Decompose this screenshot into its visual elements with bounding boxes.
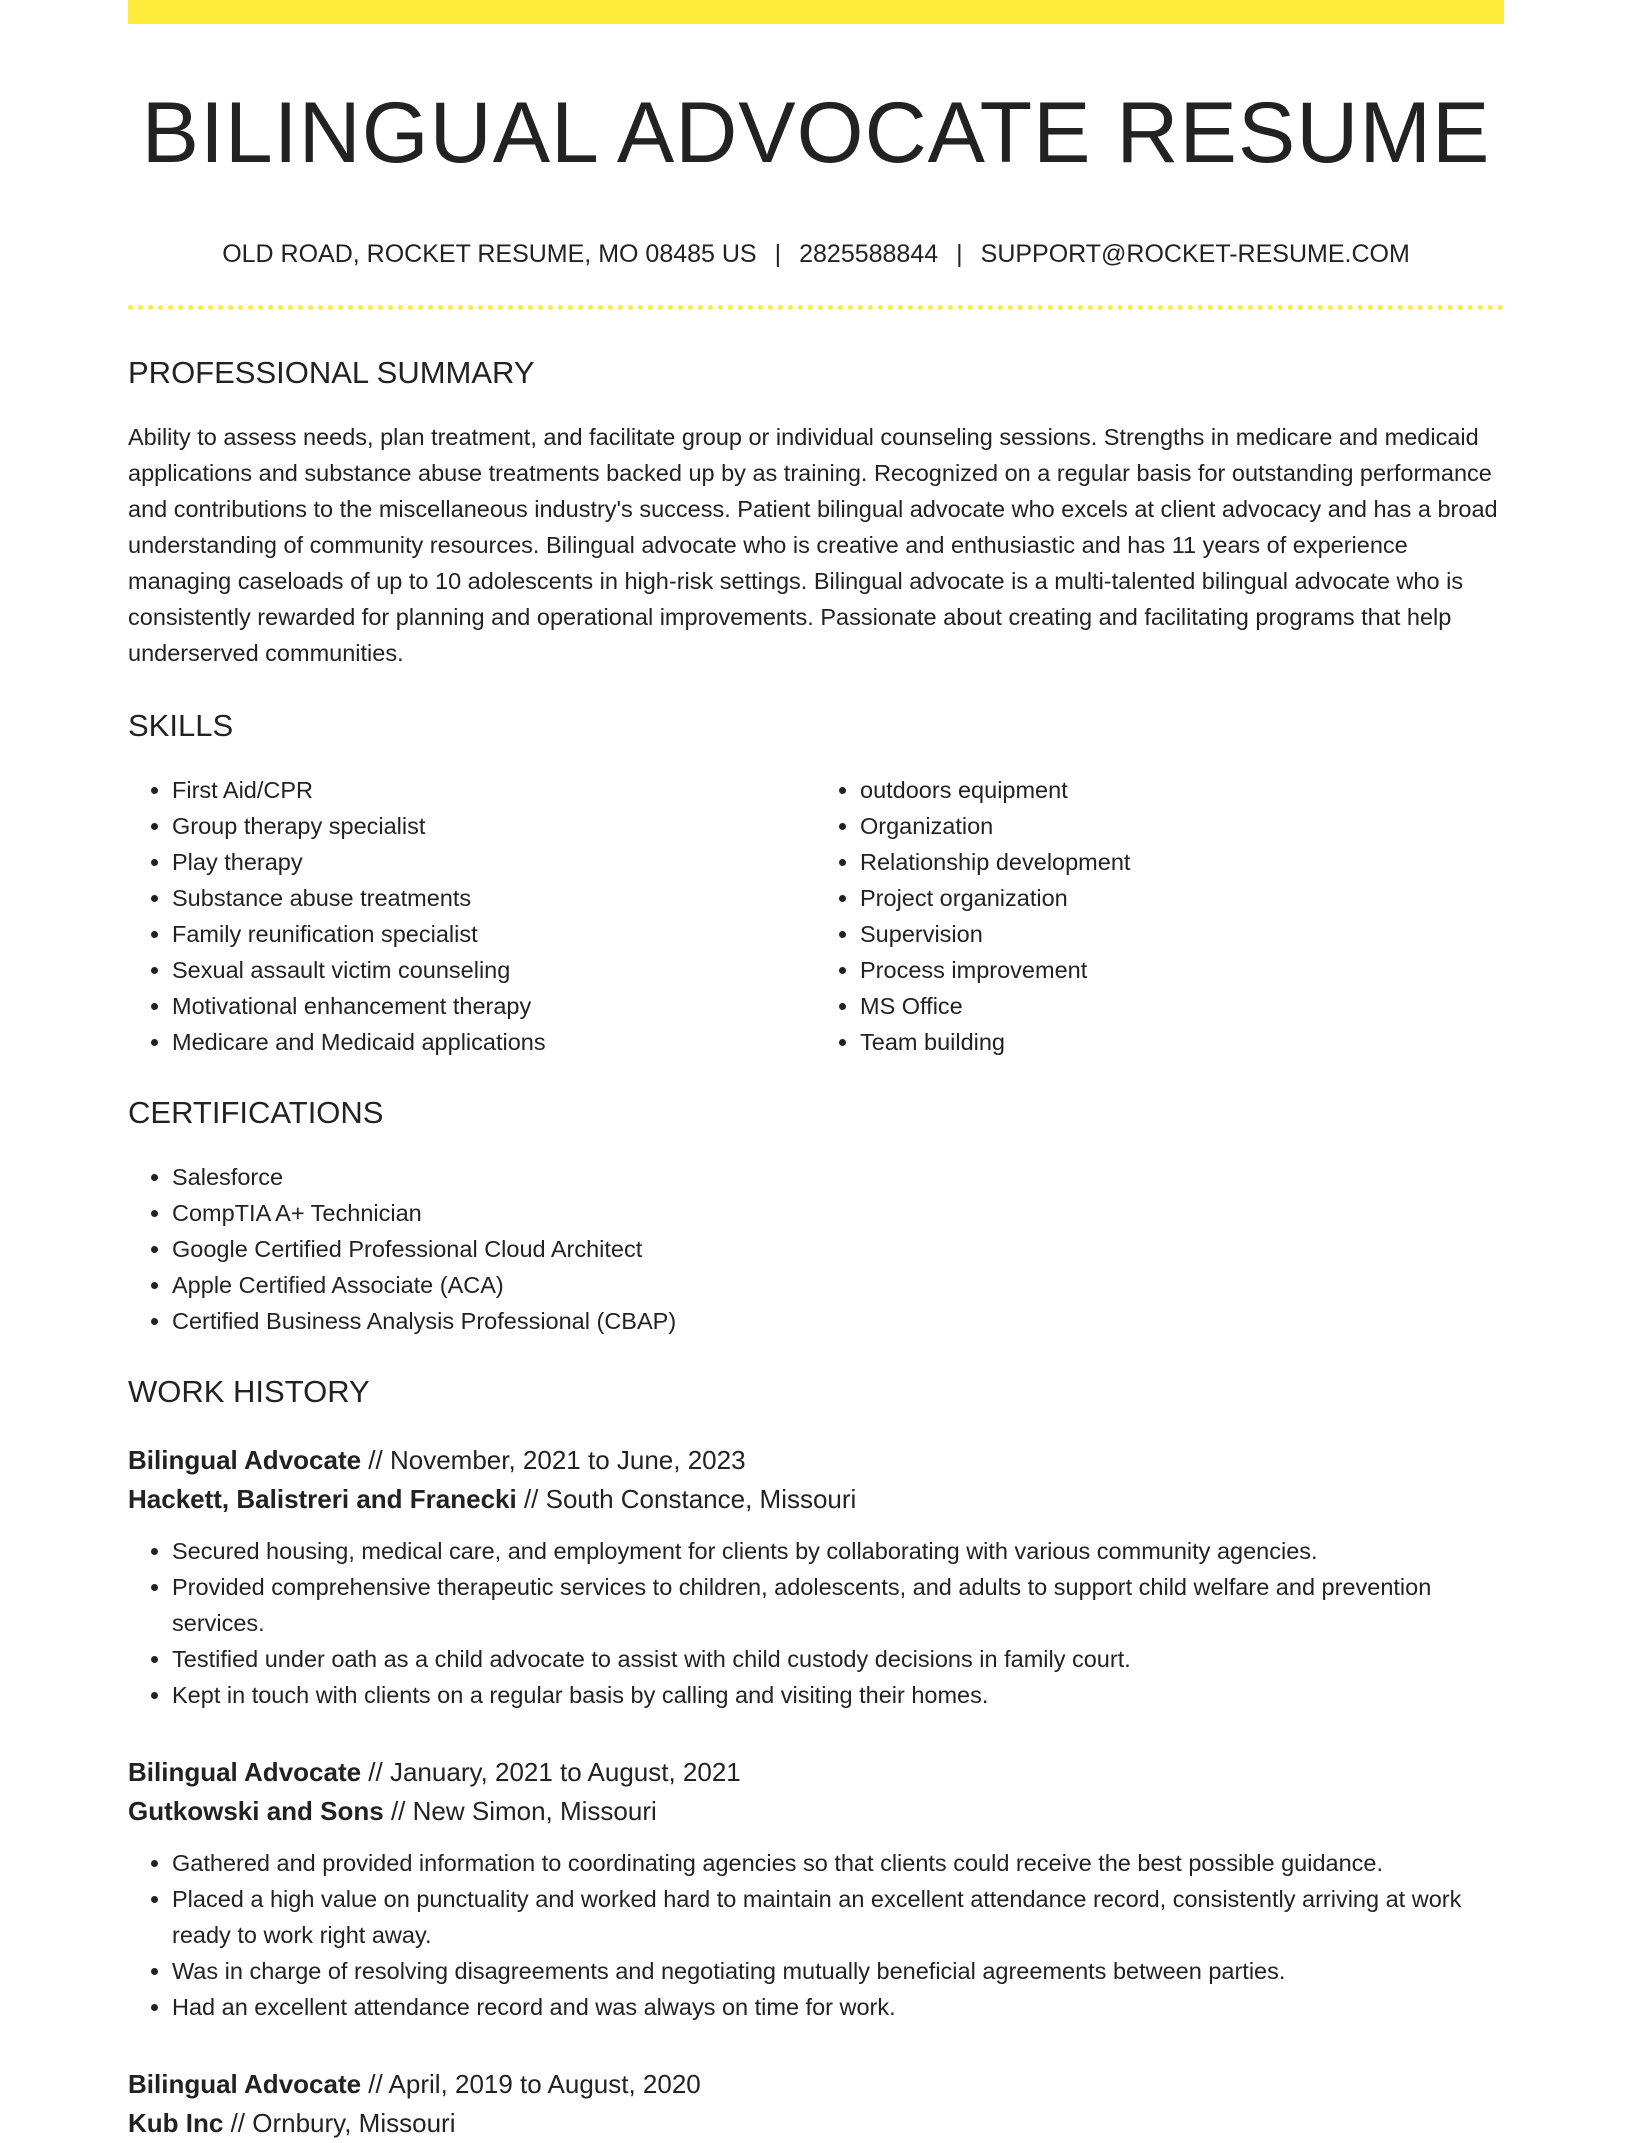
job-bullets xyxy=(128,1845,1504,2025)
job-company-line xyxy=(128,1480,1504,1519)
skill-item: • Family reunification specialist xyxy=(172,916,816,952)
job-company: Hackett, Balistreri and Franecki xyxy=(128,1483,517,1514)
certification-item: • Salesforce xyxy=(172,1159,1504,1195)
skill-item: • Relationship development xyxy=(860,844,1504,880)
skills-list-right xyxy=(816,772,1504,1060)
work-history-heading: WORK HISTORY xyxy=(128,1374,370,1410)
contact-separator: | xyxy=(956,239,963,268)
skill-item: • MS Office xyxy=(860,988,1504,1024)
skill-item: • First Aid/CPR xyxy=(172,772,816,808)
skill-item: • Motivational enhancement therapy xyxy=(172,988,816,1024)
skill-item: • Medicare and Medicaid applications xyxy=(172,1024,816,1060)
job-dates: // January, 2021 to August, 2021 xyxy=(361,1756,741,1787)
certification-item: • Certified Business Analysis Professional (CBAP) xyxy=(172,1303,1504,1339)
skill-item: • Team building xyxy=(860,1024,1504,1060)
job-dates: // April, 2019 to August, 2020 xyxy=(361,2068,701,2099)
job-bullets xyxy=(128,1533,1504,1713)
job-title-line xyxy=(128,1753,1504,1792)
job-role: Bilingual Advocate xyxy=(128,1756,362,1787)
skill-item: • Substance abuse treatments xyxy=(172,880,816,916)
skills-heading: SKILLS xyxy=(128,708,234,744)
job-location: // New Simon, Missouri xyxy=(383,1795,657,1826)
job-role: Bilingual Advocate xyxy=(128,1444,362,1475)
skill-item: • Organization xyxy=(860,808,1504,844)
job-entry xyxy=(128,1753,1504,2025)
job-bullet: • Had an excellent attendance record and was always on time for work. xyxy=(172,1989,1504,2025)
skill-item: • outdoors equipment xyxy=(860,772,1504,808)
skill-item: • Process improvement xyxy=(860,952,1504,988)
contact-phone: 2825588844 xyxy=(799,239,939,268)
skill-item: • Play therapy xyxy=(172,844,816,880)
job-entry xyxy=(128,1441,1504,1713)
skill-item: • Project organization xyxy=(860,880,1504,916)
job-title-line xyxy=(128,2065,1504,2104)
skill-item: • Group therapy specialist xyxy=(172,808,816,844)
job-title-line xyxy=(128,1441,1504,1480)
resume-page xyxy=(128,0,1504,2143)
job-location: // South Constance, Missouri xyxy=(516,1483,857,1514)
contact-line xyxy=(128,239,1504,269)
job-bullet: • Provided comprehensive therapeutic services to children, adolescents, and adults to support child welfare and prevention services. xyxy=(172,1569,1504,1641)
job-bullet: • Gathered and provided information to coordinating agencies so that clients could receive the best possible guidance. xyxy=(172,1845,1504,1881)
skill-item: • Sexual assault victim counseling xyxy=(172,952,816,988)
job-bullet: • Kept in touch with clients on a regular basis by calling and visiting their homes. xyxy=(172,1677,1504,1713)
job-dates: // November, 2021 to June, 2023 xyxy=(361,1444,746,1475)
certification-item: • Apple Certified Associate (ACA) xyxy=(172,1267,1504,1303)
contact-email: SUPPORT@ROCKET-RESUME.COM xyxy=(980,239,1410,268)
certification-item: • Google Certified Professional Cloud Architect xyxy=(172,1231,1504,1267)
skill-item: • Supervision xyxy=(860,916,1504,952)
dotted-divider xyxy=(128,305,1504,310)
certifications-heading: CERTIFICATIONS xyxy=(128,1095,384,1131)
skills-columns xyxy=(128,772,1504,1060)
job-entry xyxy=(128,2065,1504,2143)
job-bullet: • Was in charge of resolving disagreements and negotiating mutually beneficial agreements between parties. xyxy=(172,1953,1504,1989)
job-company-line xyxy=(128,2104,1504,2143)
top-accent-bar xyxy=(128,0,1504,24)
resume-title: BILINGUAL ADVOCATE RESUME xyxy=(141,85,1491,181)
job-bullet: • Testified under oath as a child advocate to assist with child custody decisions in family court. xyxy=(172,1641,1504,1677)
certifications-list xyxy=(128,1159,1504,1339)
job-company: Kub Inc xyxy=(128,2107,224,2138)
skills-list-left xyxy=(128,772,816,1060)
job-bullet: • Secured housing, medical care, and employment for clients by collaborating with various community agencies. xyxy=(172,1533,1504,1569)
job-bullet: • Placed a high value on punctuality and worked hard to maintain an excellent attendance record, consistently arriving at work ready to work right away. xyxy=(172,1881,1504,1953)
job-company-line xyxy=(128,1792,1504,1831)
contact-address: OLD ROAD, ROCKET RESUME, MO 08485 US xyxy=(222,239,757,268)
job-role: Bilingual Advocate xyxy=(128,2068,362,2099)
summary-text: Ability to assess needs, plan treatment, and facilitate group or individual counseling sessions. Strengths in medicare and medicaid applications and substance abuse treatments backed up by as training. Recognized on a regular basis for outstanding performance and contributions to the miscellaneous industry's success. Patient bilingual advocate who excels at client advocacy and has a broad understanding of community resources. Bilingual advocate who is creative and enthusiastic and has 11 years of experience managing caseloads of up to 10 adolescents in high-risk settings. Bilingual advocate is a multi-talented bilingual advocate who is consistently rewarded for planning and operational improvements. Passionate about creating and facilitating programs that help underserved communities. xyxy=(128,424,1498,667)
job-company: Gutkowski and Sons xyxy=(128,1795,384,1826)
summary-heading: PROFESSIONAL SUMMARY xyxy=(128,354,535,390)
contact-separator: | xyxy=(774,239,782,268)
job-location: // Ornbury, Missouri xyxy=(223,2107,456,2138)
certification-item: • CompTIA A+ Technician xyxy=(172,1195,1504,1231)
